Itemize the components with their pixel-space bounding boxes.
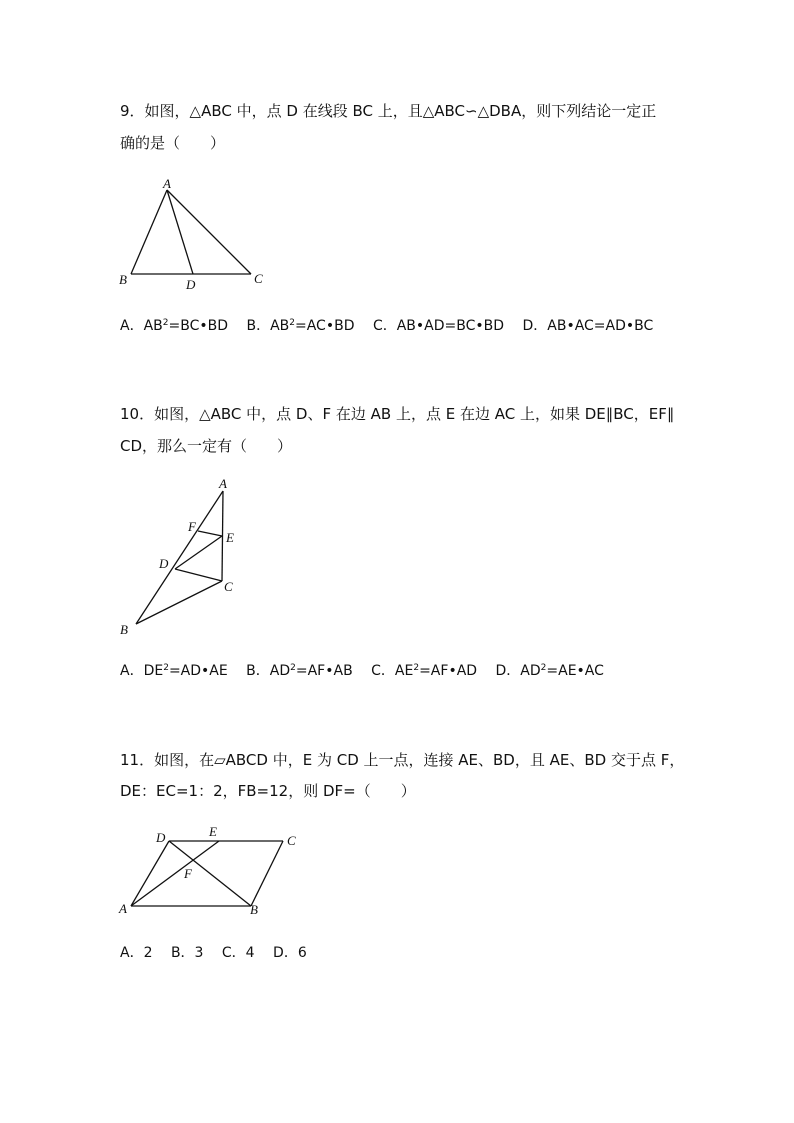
q11-text-line1: 11．如图，在▱ABCD 中，E 为 CD 上一点，连接 AE、BD，且 AE、BD 交于点 F， (120, 751, 685, 769)
q10-option-b[interactable]: B．$AD^2=AF•AB$ (246, 663, 353, 679)
q10-options (120, 661, 618, 681)
q11-option-a[interactable]: A．2 (120, 945, 153, 961)
q10-label-d: D (159, 556, 169, 571)
q9-segment-ab (131, 190, 167, 274)
q10-segment-ab (136, 491, 223, 624)
q11-label-c: C (287, 833, 296, 848)
q10-segment-dc (175, 569, 222, 581)
q9-figure (0, 170, 300, 295)
q9-option-a[interactable]: A．$AB^2=BC•BD$ (120, 318, 229, 334)
q11-label-e: E (209, 824, 217, 839)
q11-figure (0, 820, 320, 920)
q11-label-a: A (119, 901, 127, 916)
q10-segment-bc (136, 581, 222, 624)
q10-figure (0, 470, 300, 640)
q10-label-f: F (188, 519, 196, 534)
q10-label-b: B (120, 622, 128, 637)
q9-label-a: A (163, 176, 171, 191)
q10-text-line2: CD，那么一定有（ ） (120, 437, 293, 455)
q10-text-line1: 10．如图，△ABC 中，点 D、F 在边 AB 上，点 E 在边 AC 上，如果 DE∥BC，EF∥ (120, 405, 675, 423)
q10-option-d[interactable]: D．$AD^2=AE•AC$ (495, 663, 604, 679)
q9-label-c: C (254, 271, 263, 286)
q9-options (120, 316, 667, 336)
q10-label-c: C (224, 579, 233, 594)
q10-label-a: A (219, 476, 227, 491)
q11-segment-bc (251, 841, 283, 906)
q11-option-c[interactable]: C．4 (221, 945, 255, 961)
q11-label-b: B (250, 902, 258, 917)
q11-segment-bd (169, 841, 251, 906)
q9-text-line1: 9．如图，△ABC 中，点 D 在线段 BC 上，且△ABC∽△DBA，则下列结论一定正 (120, 102, 657, 120)
q9-text-line2: 确的是（ ） (120, 134, 226, 152)
q9-option-b[interactable]: B．$AB^2=AC•BD$ (246, 318, 355, 334)
q11-segment-ad (131, 841, 169, 906)
q10-segment-fe (198, 531, 222, 536)
q9-label-d: D (186, 277, 196, 292)
q11-options (120, 943, 321, 963)
q9-label-b: B (119, 272, 127, 287)
q11-option-b[interactable]: B．3 (170, 945, 204, 961)
q10-label-e: E (226, 530, 234, 545)
q9-option-d[interactable]: D．AB•AC=AD•BC (522, 318, 654, 334)
q10-segment-ac (222, 491, 223, 581)
q11-label-d: D (156, 830, 166, 845)
q10-option-c[interactable]: C．$AE^2=AF•AD$ (371, 663, 478, 679)
q11-text-line2: DE：EC=1：2，FB=12，则 DF=（ ） (120, 782, 416, 800)
q10-option-a[interactable]: A．$DE^2=AD•AE$ (120, 663, 228, 679)
q11-option-d[interactable]: D．6 (273, 945, 307, 961)
q11-segment-ae (131, 841, 219, 906)
q9-option-c[interactable]: C．AB•AD=BC•BD (372, 318, 505, 334)
q11-label-f: F (184, 866, 192, 881)
